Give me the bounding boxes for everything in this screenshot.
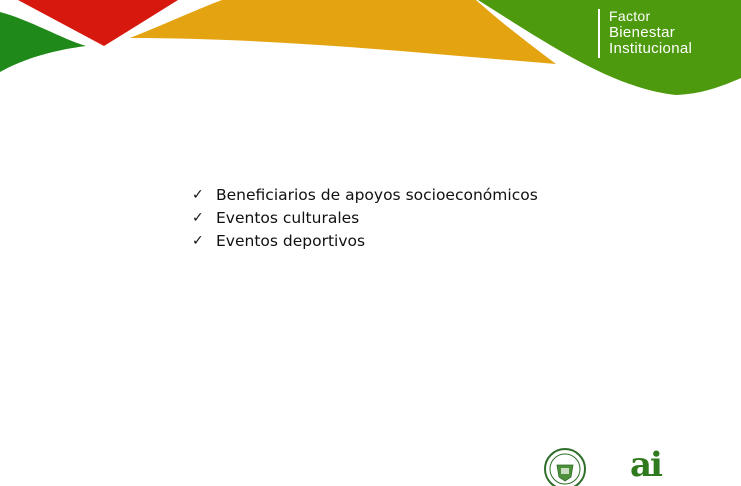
factor-title-line2: Institucional bbox=[609, 40, 693, 58]
list-item-label: Beneficiarios de apoyos socioeconómicos bbox=[216, 185, 538, 204]
yellow-wave-shape bbox=[130, 0, 556, 64]
factor-title-line1: Bienestar bbox=[609, 23, 676, 41]
check-icon: ✓ bbox=[192, 209, 204, 226]
factor-label: Factor bbox=[609, 8, 651, 24]
university-seal-logo bbox=[542, 447, 588, 486]
list-item-label: Eventos culturales bbox=[216, 208, 360, 227]
check-icon: ✓ bbox=[192, 186, 204, 203]
list-item bbox=[192, 229, 538, 252]
check-icon: ✓ bbox=[192, 232, 204, 249]
list-item-label: Eventos deportivos bbox=[216, 231, 366, 250]
list-item bbox=[192, 206, 538, 229]
list-item bbox=[192, 183, 538, 206]
factor-title-block bbox=[598, 9, 692, 58]
ai-logo: ai bbox=[630, 445, 661, 485]
checklist bbox=[192, 183, 538, 252]
